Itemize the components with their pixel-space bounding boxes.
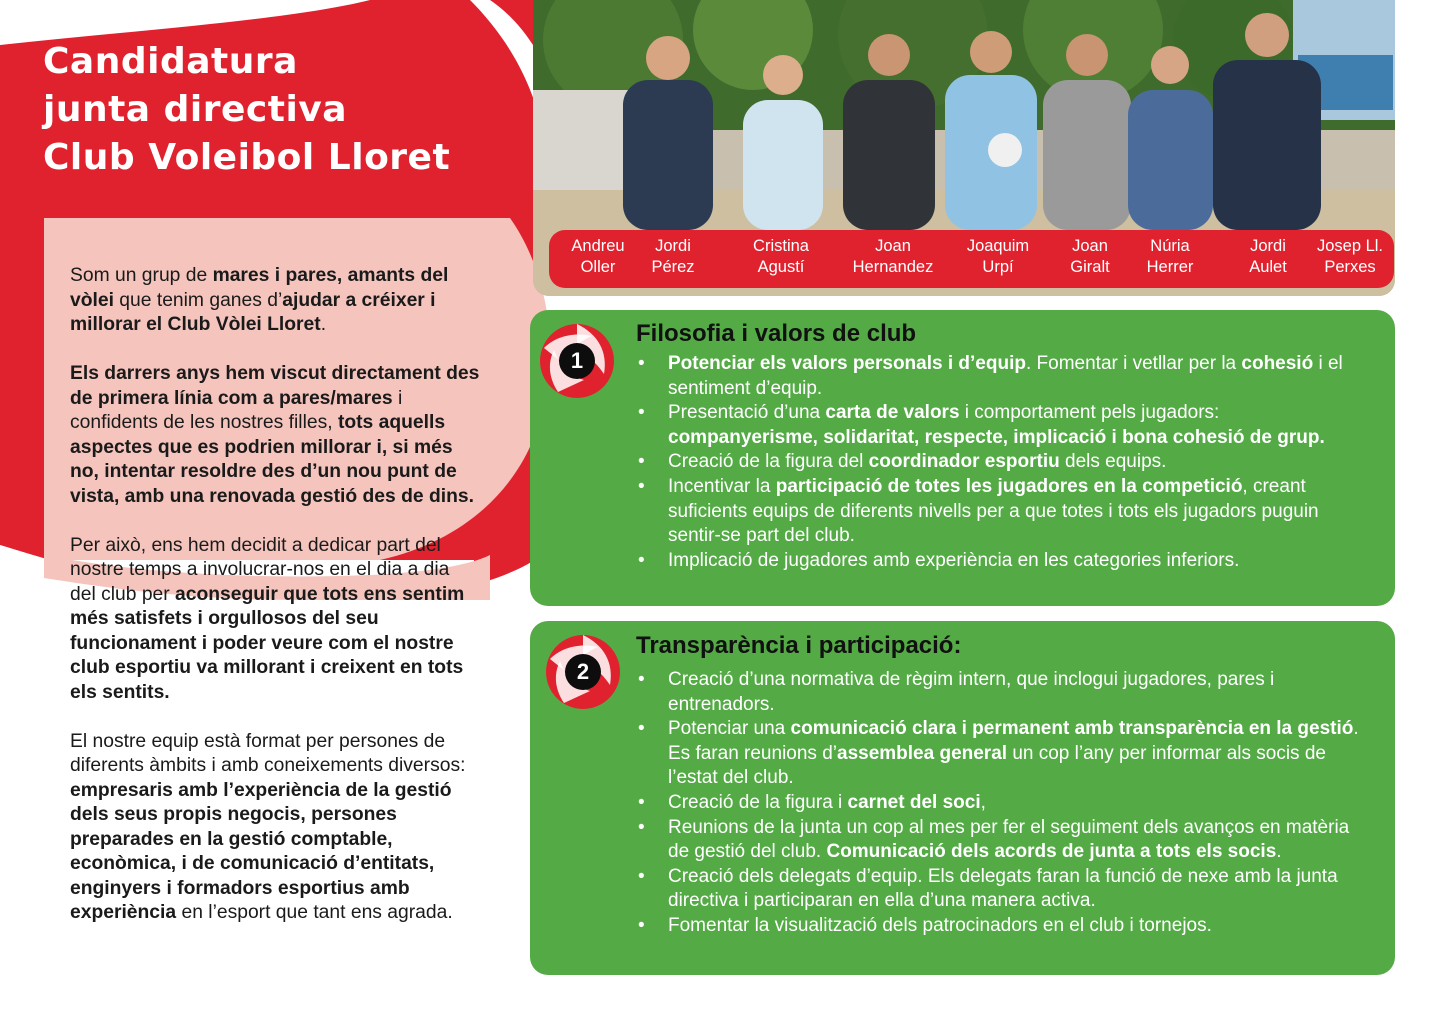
team-member-name bbox=[1070, 236, 1109, 278]
title-line-1: Candidatura bbox=[43, 41, 298, 82]
bold-text: empresaris amb l’experiència de la gestió dels seus propis negocis, persones preparades en la gestió comptable, econòmica, i de comunicació d’entitats, enginyers i formadors esportius amb experiència bbox=[70, 779, 452, 923]
bold-text: companyerisme, solidaritat, respecte, implicació i bona cohesió de grup. bbox=[668, 426, 1325, 448]
volleyball-badge-2 bbox=[544, 633, 622, 711]
title-line-2: junta directiva bbox=[43, 89, 348, 130]
text: que tenim ganes d’ bbox=[113, 289, 283, 311]
section-values bbox=[530, 310, 1395, 606]
text: en l’esport que tant ens agrada. bbox=[176, 902, 453, 923]
first-name: Andreu bbox=[571, 237, 625, 255]
text: Creació de la figura i bbox=[668, 791, 848, 813]
first-name: Cristina bbox=[753, 237, 809, 255]
bold-text: Comunicació dels acords de junta a tots els socis bbox=[826, 841, 1277, 863]
text: dels equips. bbox=[1059, 451, 1167, 473]
first-name: Joan bbox=[875, 237, 911, 255]
list-item bbox=[638, 816, 1373, 865]
text: Per això, ens hem decidit a dedicar part del nostre temps a involucrar-nos en el dia a dia del club per bbox=[70, 534, 450, 605]
section-transparency bbox=[530, 621, 1395, 975]
text: Creació d’una normativa de règim intern, que inclogui jugadores, pares i entrenadors. bbox=[668, 669, 1275, 715]
team-member-name bbox=[753, 236, 809, 278]
section-1-list bbox=[638, 352, 1373, 573]
bold-text: comunicació clara i permanent amb transparència en la gestió bbox=[790, 718, 1354, 740]
bold-text: mares i pares, amants del vòlei bbox=[70, 265, 449, 311]
list-item bbox=[638, 865, 1373, 914]
text: Potenciar una bbox=[668, 718, 791, 740]
text: i comportament pels jugadors: bbox=[959, 402, 1220, 424]
list-item bbox=[638, 717, 1373, 791]
last-name: Agustí bbox=[757, 258, 805, 276]
list-item bbox=[638, 475, 1373, 549]
page-title bbox=[43, 38, 450, 182]
team-member-name bbox=[571, 236, 624, 278]
text: Som un grup de bbox=[70, 265, 213, 286]
bold-text: carta de valors bbox=[825, 402, 960, 424]
intro-paragraph-1 bbox=[70, 264, 480, 338]
team-member-name bbox=[853, 236, 934, 278]
first-name: Jordi bbox=[1250, 237, 1286, 255]
text: , creant suficients equips de diferents nivells per a que totes i tots els jugadors puguin sentir-se part del club. bbox=[668, 475, 1319, 547]
section-1-heading: Filosofia i valors de club bbox=[636, 320, 917, 347]
intro-paragraph-4 bbox=[70, 730, 480, 926]
list-item bbox=[638, 668, 1373, 717]
list-item bbox=[638, 401, 1373, 450]
team-member-name bbox=[1249, 236, 1287, 278]
text: . Fomentar i vetllar per la bbox=[1025, 353, 1242, 374]
section-2-heading: Transparència i participació: bbox=[636, 632, 962, 659]
text: El nostre equip està format per persones de diferents àmbits i amb coneixements diversos: bbox=[70, 730, 466, 776]
text: . bbox=[320, 314, 327, 335]
last-name: Perxes bbox=[1324, 258, 1376, 276]
section-2-list bbox=[638, 668, 1373, 939]
text: i confidents de les nostres filles, bbox=[70, 387, 403, 433]
section-number-1: 1 bbox=[559, 343, 595, 379]
text: Implicació de jugadores amb experiència en les categories inferiors. bbox=[668, 549, 1240, 571]
text: Creació de la figura del bbox=[668, 451, 869, 473]
last-name: Herrer bbox=[1146, 258, 1194, 276]
first-name: Jordi bbox=[655, 237, 691, 255]
text: Fomentar la visualització dels patrocinadors en el club i tornejos. bbox=[668, 914, 1212, 936]
last-name: Aulet bbox=[1249, 258, 1287, 276]
team-member-name bbox=[1317, 236, 1383, 278]
last-name: Pérez bbox=[651, 258, 695, 276]
first-name: Núria bbox=[1150, 237, 1190, 255]
last-name: Hernandez bbox=[852, 258, 934, 276]
bold-text: participació de totes les jugadores en la competició bbox=[775, 475, 1243, 497]
text: un cop l’any per informar als socis de l’estat del club. bbox=[668, 742, 1326, 789]
last-name: Giralt bbox=[1070, 258, 1110, 276]
text: . bbox=[1276, 841, 1282, 863]
title-line-3: Club Voleibol Lloret bbox=[43, 137, 451, 178]
text: Creació dels delegats d’equip. Els delegats faran la funció de nexe amb la junta directiva i participaran en ella d’una manera activa. bbox=[668, 865, 1338, 912]
first-name: Joan bbox=[1072, 237, 1108, 255]
list-item bbox=[638, 450, 1373, 475]
bold-text: assemblea general bbox=[837, 742, 1008, 764]
bold-text: ajudar a créixer i millorar el Club Vòlei Lloret bbox=[70, 289, 436, 335]
first-name: Joaquim bbox=[966, 237, 1030, 255]
list-item bbox=[638, 549, 1373, 574]
text: , bbox=[980, 791, 986, 813]
team-member-name bbox=[1147, 236, 1194, 278]
team-member-name bbox=[651, 236, 694, 278]
bold-text: Potenciar els valors personals i d’equip bbox=[668, 353, 1026, 374]
list-item bbox=[638, 352, 1373, 401]
section-number-2: 2 bbox=[565, 654, 601, 690]
last-name: Urpí bbox=[982, 258, 1014, 276]
intro-text bbox=[70, 264, 480, 950]
last-name: Oller bbox=[580, 258, 616, 276]
bold-text: aconseguir que tots ens sentim més satisfets i orgullosos del seu funcionament i poder veure com el nostre club esportiu va millorant i creixent en tots els sentits. bbox=[70, 583, 465, 703]
bold-text: tots aquells aspectes que es podrien millorar i, si més no, intentar resoldre des d’un nou punt de vista, amb una renovada gestió des de dins. bbox=[70, 412, 474, 507]
text: Presentació d’una bbox=[668, 402, 826, 424]
volleyball-badge-1 bbox=[538, 322, 616, 400]
intro-paragraph-3 bbox=[70, 534, 480, 706]
bold-text: carnet del soci bbox=[847, 791, 981, 813]
intro-paragraph-2 bbox=[70, 362, 480, 509]
text: Reunions de la junta un cop al mes per fer el seguiment dels avanços en matèria de gestió del club. bbox=[668, 816, 1350, 863]
bold-text: coordinador esportiu bbox=[868, 451, 1060, 473]
text: Incentivar la bbox=[668, 475, 776, 497]
list-item bbox=[638, 791, 1373, 816]
bold-text: Els darrers anys hem viscut directament des de primera línia com a pares/mares bbox=[70, 363, 480, 409]
text: i el sentiment d’equip. bbox=[668, 353, 1343, 399]
first-name: Josep Ll. bbox=[1316, 237, 1384, 255]
text: . Es faran reunions d’ bbox=[668, 718, 1359, 764]
bold-text: cohesió bbox=[1241, 353, 1314, 374]
team-member-name bbox=[967, 236, 1029, 278]
list-item bbox=[638, 914, 1373, 939]
team-names-bar bbox=[549, 230, 1394, 288]
